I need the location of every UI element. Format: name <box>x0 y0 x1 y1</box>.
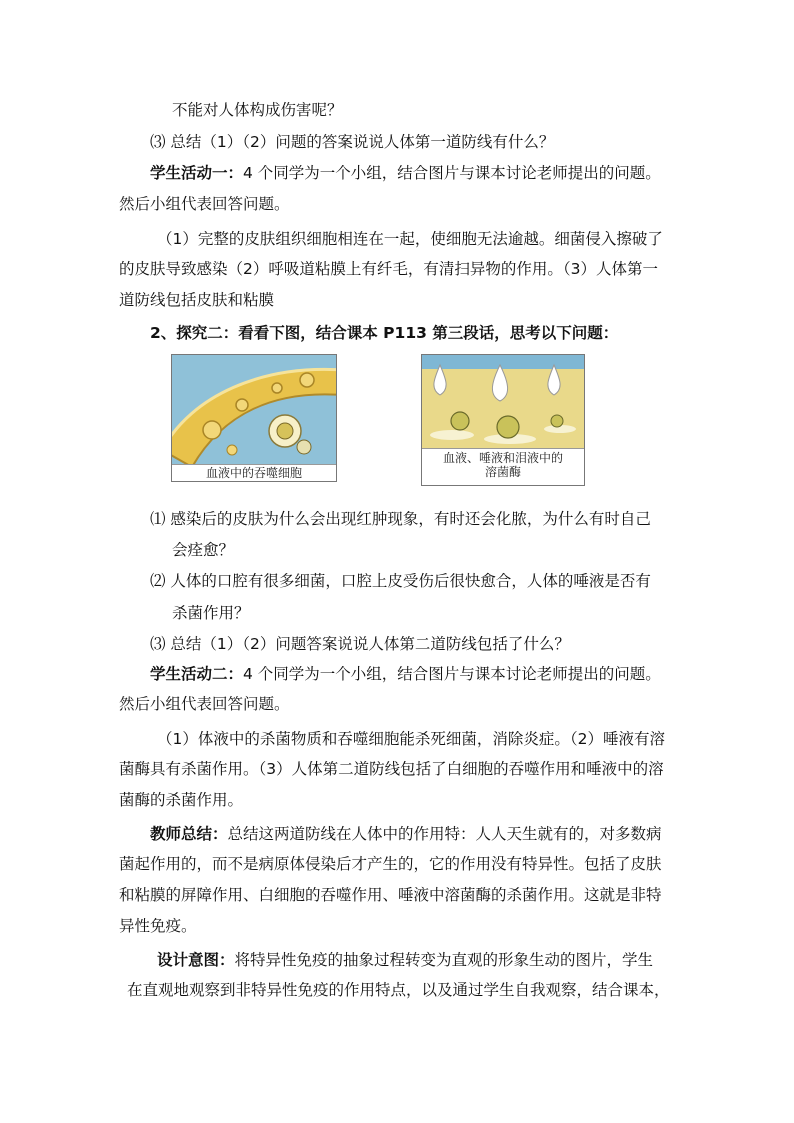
lysozyme-illustration-icon <box>422 355 584 451</box>
text-line: ⑵ 人体的口腔有很多细菌，口腔上皮受伤后很快愈合，人体的唾液是否有 <box>150 572 651 590</box>
text-line: （1）体液中的杀菌物质和吞噬细胞能杀死细菌，消除炎症。（2）唾液有溶 <box>157 730 665 748</box>
text-line: 学生活动一：4 个同学为一个小组，结合图片与课本讨论老师提出的问题。 <box>150 164 661 182</box>
text-line: 和粘膜的屏障作用、白细胞的吞噬作用、唾液中溶菌酶的杀菌作用。这就是非特 <box>119 886 662 904</box>
text-line: ⑴ 感染后的皮肤为什么会出现红肿现象，有时还会化脓，为什么有时自己 <box>150 510 651 528</box>
text-line: 菌酶的杀菌作用。 <box>119 791 244 809</box>
text-line: 学生活动二：4 个同学为一个小组，结合图片与课本讨论老师提出的问题。 <box>150 665 661 683</box>
text-line: 道防线包括皮肤和粘膜 <box>119 291 275 309</box>
text-line: 然后小组代表回答问题。 <box>119 695 290 713</box>
text-line: 菌酶具有杀菌作用。（3）人体第二道防线包括了白细胞的吞噬作用和唾液中的溶 <box>119 760 664 778</box>
text-line: 然后小组代表回答问题。 <box>119 195 290 213</box>
text-line: ⑶ 总结（1）（2）问题答案说说人体第二道防线包括了什么？ <box>150 635 570 653</box>
text-line: 教师总结：总结这两道防线在人体中的作用特：人人天生就有的，对多数病 <box>150 825 662 843</box>
text-line: （1）完整的皮肤组织细胞相连在一起，使细胞无法逾越。细菌侵入擦破了 <box>157 230 663 248</box>
phagocyte-illustration-icon <box>172 355 336 467</box>
text-line: 不能对人体构成伤害呢？ <box>172 101 343 119</box>
text-line: 会痊愈？ <box>172 541 235 559</box>
figure-lysozyme <box>421 354 585 486</box>
text-line: 杀菌作用？ <box>172 604 250 622</box>
section-heading: 2、探究二：看看下图，结合课本 P113 第三段话，思考以下问题： <box>150 324 619 342</box>
text-line: 异性免疫。 <box>119 917 197 935</box>
text-line: 设计意图：将特异性免疫的抽象过程转变为直观的形象生动的图片，学生 <box>157 951 654 969</box>
text-line: 菌起作用的，而不是病原体侵染后才产生的，它的作用没有特异性。包括了皮肤 <box>119 855 662 873</box>
text-line: 在直观地观察到非特异性免疫的作用特点，以及通过学生自我观察，结合课本， <box>127 981 670 999</box>
text-line: ⑶ 总结（1）（2）问题的答案说说人体第一道防线有什么？ <box>150 133 555 151</box>
text-line: 的皮肤导致感染（2）呼吸道粘膜上有纤毛，有清扫异物的作用。（3）人体第一 <box>119 260 658 278</box>
figure-caption: 血液、唾液和泪液中的 溶菌酶 <box>422 448 584 485</box>
figure-caption: 血液中的吞噬细胞 <box>172 464 336 481</box>
figure-phagocyte <box>171 354 337 482</box>
